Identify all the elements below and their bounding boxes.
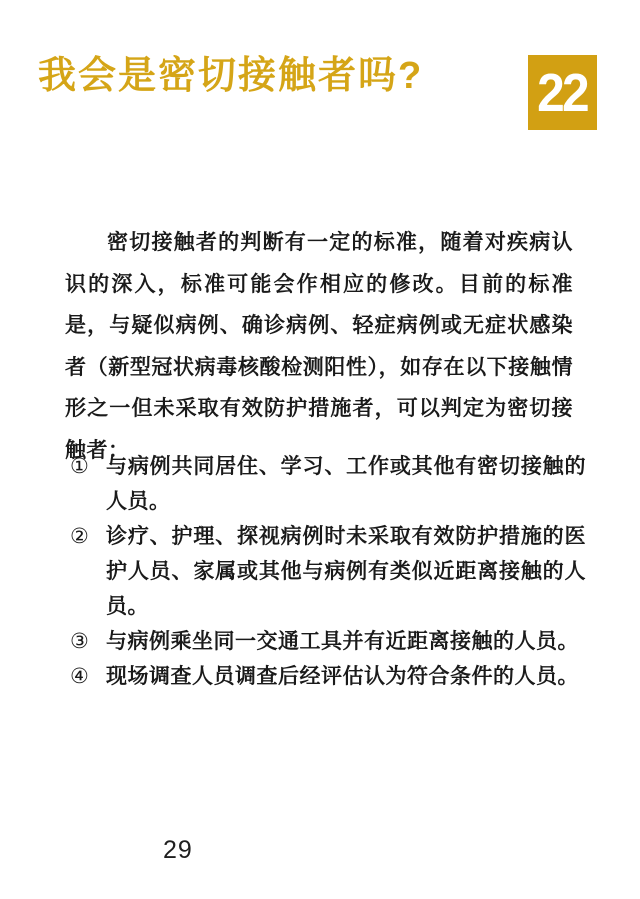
intro-paragraph: 密切接触者的判断有一定的标准，随着对疾病认识的深入，标准可能会作相应的修改。目前的标准是，与疑似病例、确诊病例、轻症病例或无症状感染者（新型冠状病毒核酸检测阳性），如存在以下接触情形之一但未采取有效防护措施者，可以判定为密切接触者： xyxy=(65,231,573,462)
list-item-text: 现场调查人员调查后经评估认为符合条件的人员。 xyxy=(106,665,579,688)
list-item-marker: ① xyxy=(70,455,90,478)
list-item-text: 与病例共同居住、学习、工作或其他有密切接触的人员。 xyxy=(106,455,586,513)
criteria-list xyxy=(70,449,586,694)
list-item xyxy=(70,659,586,694)
list-item-marker: ③ xyxy=(70,630,90,653)
list-item xyxy=(70,519,586,624)
list-item xyxy=(70,624,586,659)
list-item-text: 诊疗、护理、探视病例时未采取有效防护措施的医护人员、家属或其他与病例有类似近距离接触的人员。 xyxy=(106,525,586,618)
list-item-marker: ④ xyxy=(70,665,90,688)
list-item-marker: ② xyxy=(70,525,90,548)
chapter-number-badge xyxy=(528,55,597,130)
list-item xyxy=(70,449,586,519)
list-item-text: 与病例乘坐同一交通工具并有近距离接触的人员。 xyxy=(106,630,579,653)
chapter-number: 22 xyxy=(537,62,588,123)
page-title: 我会是密切接触者吗? xyxy=(38,55,424,97)
page-number: 29 xyxy=(163,836,193,864)
